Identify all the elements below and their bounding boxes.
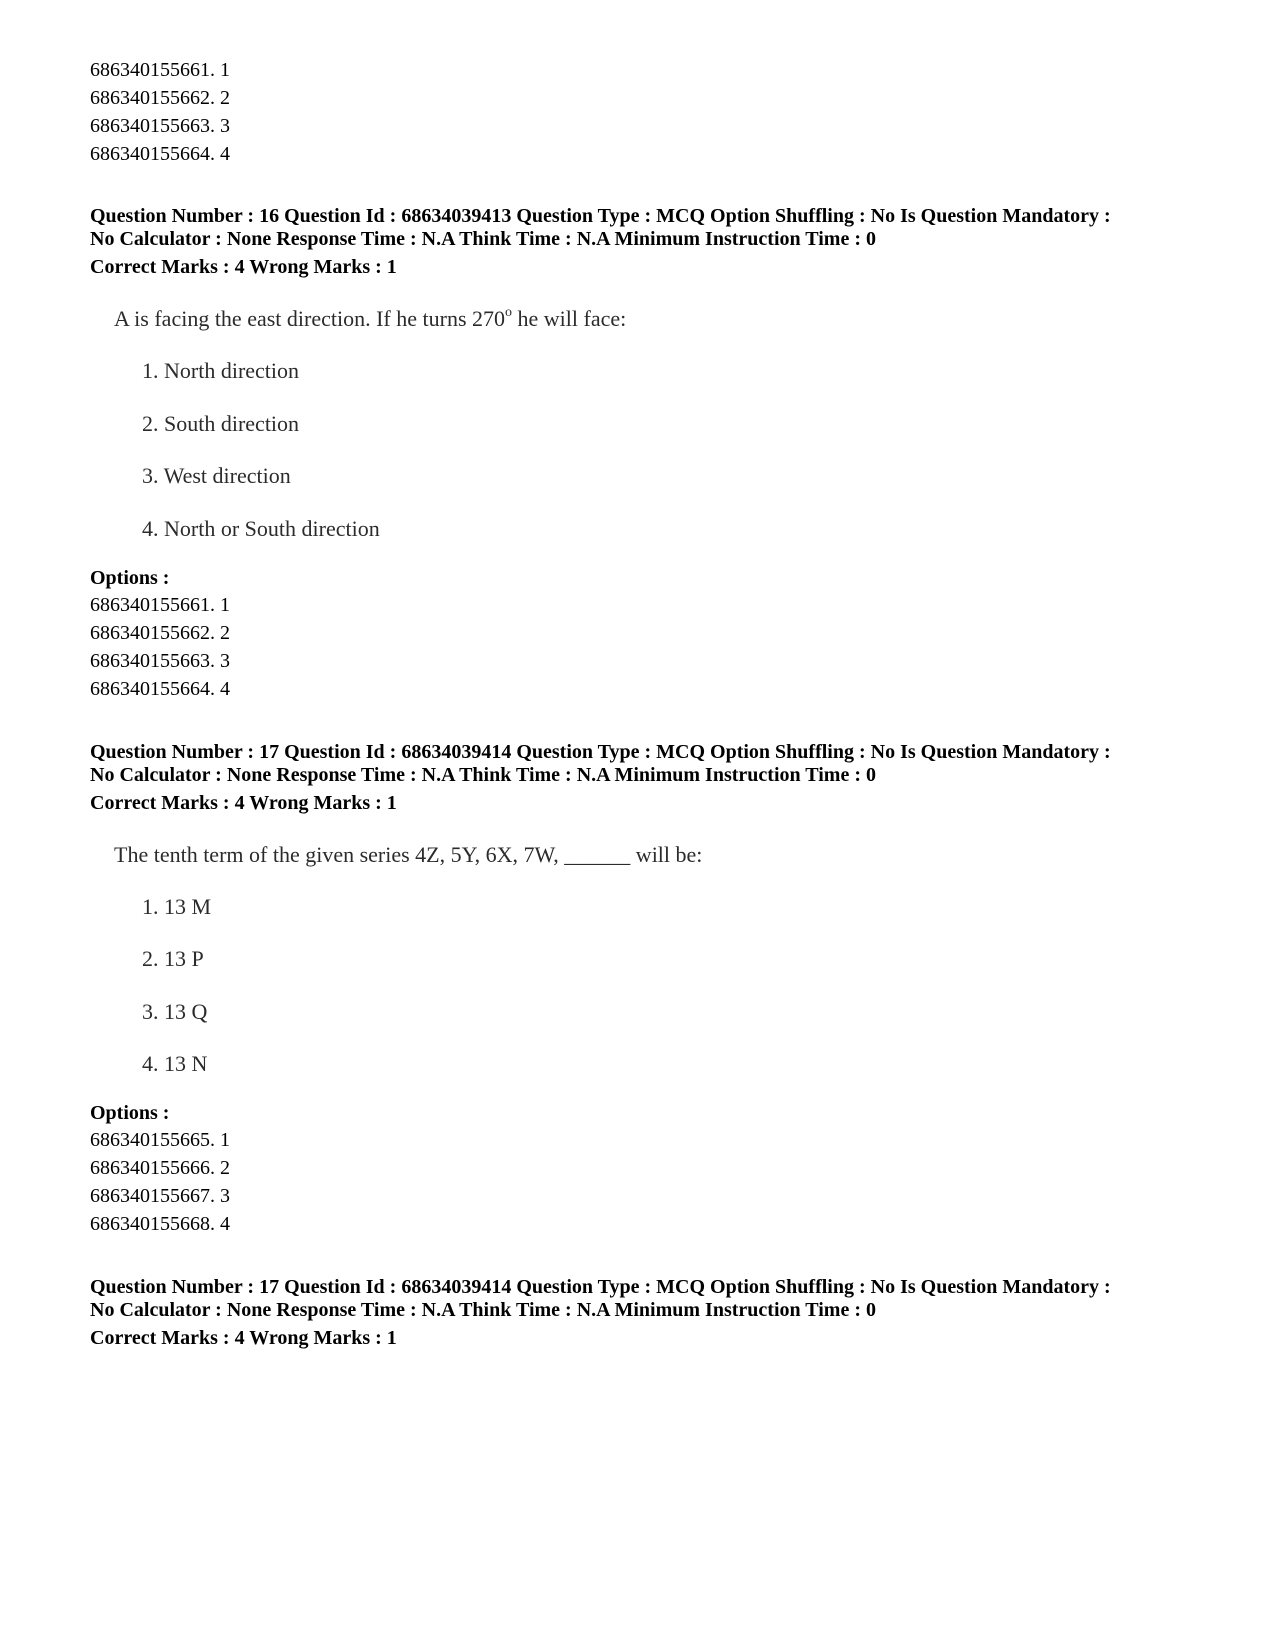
question-header-line1: Question Number : 16 Question Id : 68634039413 Question Type : MCQ Option Shuffling : No Is Question Mandatory : — [90, 205, 1111, 227]
question-16-text — [114, 306, 626, 332]
option-line: 686340155663. 3 — [90, 650, 230, 672]
question-17-choice: 2. 13 P — [142, 946, 204, 971]
options-label: Options : — [90, 567, 170, 589]
question-17-choice: 3. 13 Q — [142, 999, 208, 1024]
option-line: 686340155665. 1 — [90, 1129, 230, 1151]
option-line: 686340155661. 1 — [90, 594, 230, 616]
degree-symbol: o — [505, 305, 513, 320]
option-line: 686340155662. 2 — [90, 87, 230, 109]
question-17-options — [90, 1100, 1210, 1238]
question-marks: Correct Marks : 4 Wrong Marks : 1 — [90, 1327, 397, 1349]
option-line: 686340155663. 3 — [90, 115, 230, 137]
option-line: 686340155664. 4 — [90, 678, 230, 700]
question-marks: Correct Marks : 4 Wrong Marks : 1 — [90, 792, 397, 814]
question-header-line2: No Calculator : None Response Time : N.A Think Time : N.A Minimum Instruction Time : 0 — [90, 1299, 876, 1321]
question-17-choice: 1. 13 M — [142, 894, 212, 919]
question-text-pre: A is facing the east direction. If he turns 270 — [114, 306, 506, 331]
question-header-line1: Question Number : 17 Question Id : 68634039414 Question Type : MCQ Option Shuffling : No Is Question Mandatory : — [90, 1276, 1111, 1298]
options-label: Options : — [90, 1102, 170, 1124]
question-header-line1: Question Number : 17 Question Id : 68634039414 Question Type : MCQ Option Shuffling : No Is Question Mandatory : — [90, 741, 1111, 763]
option-line: 686340155666. 2 — [90, 1157, 230, 1179]
question-16-header — [90, 205, 1210, 279]
question-marks: Correct Marks : 4 Wrong Marks : 1 — [90, 256, 397, 278]
question-16-choice: 1. North direction — [142, 358, 300, 383]
option-line: 686340155668. 4 — [90, 1213, 230, 1235]
question-16-choice: 2. South direction — [142, 411, 300, 436]
question-16-choice: 4. North or South direction — [142, 516, 380, 541]
option-line: 686340155664. 4 — [90, 143, 230, 165]
question-17-text: The tenth term of the given series 4Z, 5Y, 6X, 7W, ______ will be: — [114, 842, 703, 867]
question-17-repeat-header — [90, 1276, 1210, 1350]
option-line: 686340155662. 2 — [90, 622, 230, 644]
option-line: 686340155667. 3 — [90, 1185, 230, 1207]
top-options-list — [90, 56, 1210, 168]
question-17-choice: 4. 13 N — [142, 1051, 208, 1076]
question-text-post: he will face: — [512, 306, 627, 331]
question-header-line2: No Calculator : None Response Time : N.A Think Time : N.A Minimum Instruction Time : 0 — [90, 228, 876, 250]
option-line: 686340155661. 1 — [90, 59, 230, 81]
question-17-header — [90, 741, 1210, 815]
question-16-options — [90, 565, 1210, 703]
question-header-line2: No Calculator : None Response Time : N.A Think Time : N.A Minimum Instruction Time : 0 — [90, 764, 876, 786]
question-16-choice: 3. West direction — [142, 463, 291, 488]
